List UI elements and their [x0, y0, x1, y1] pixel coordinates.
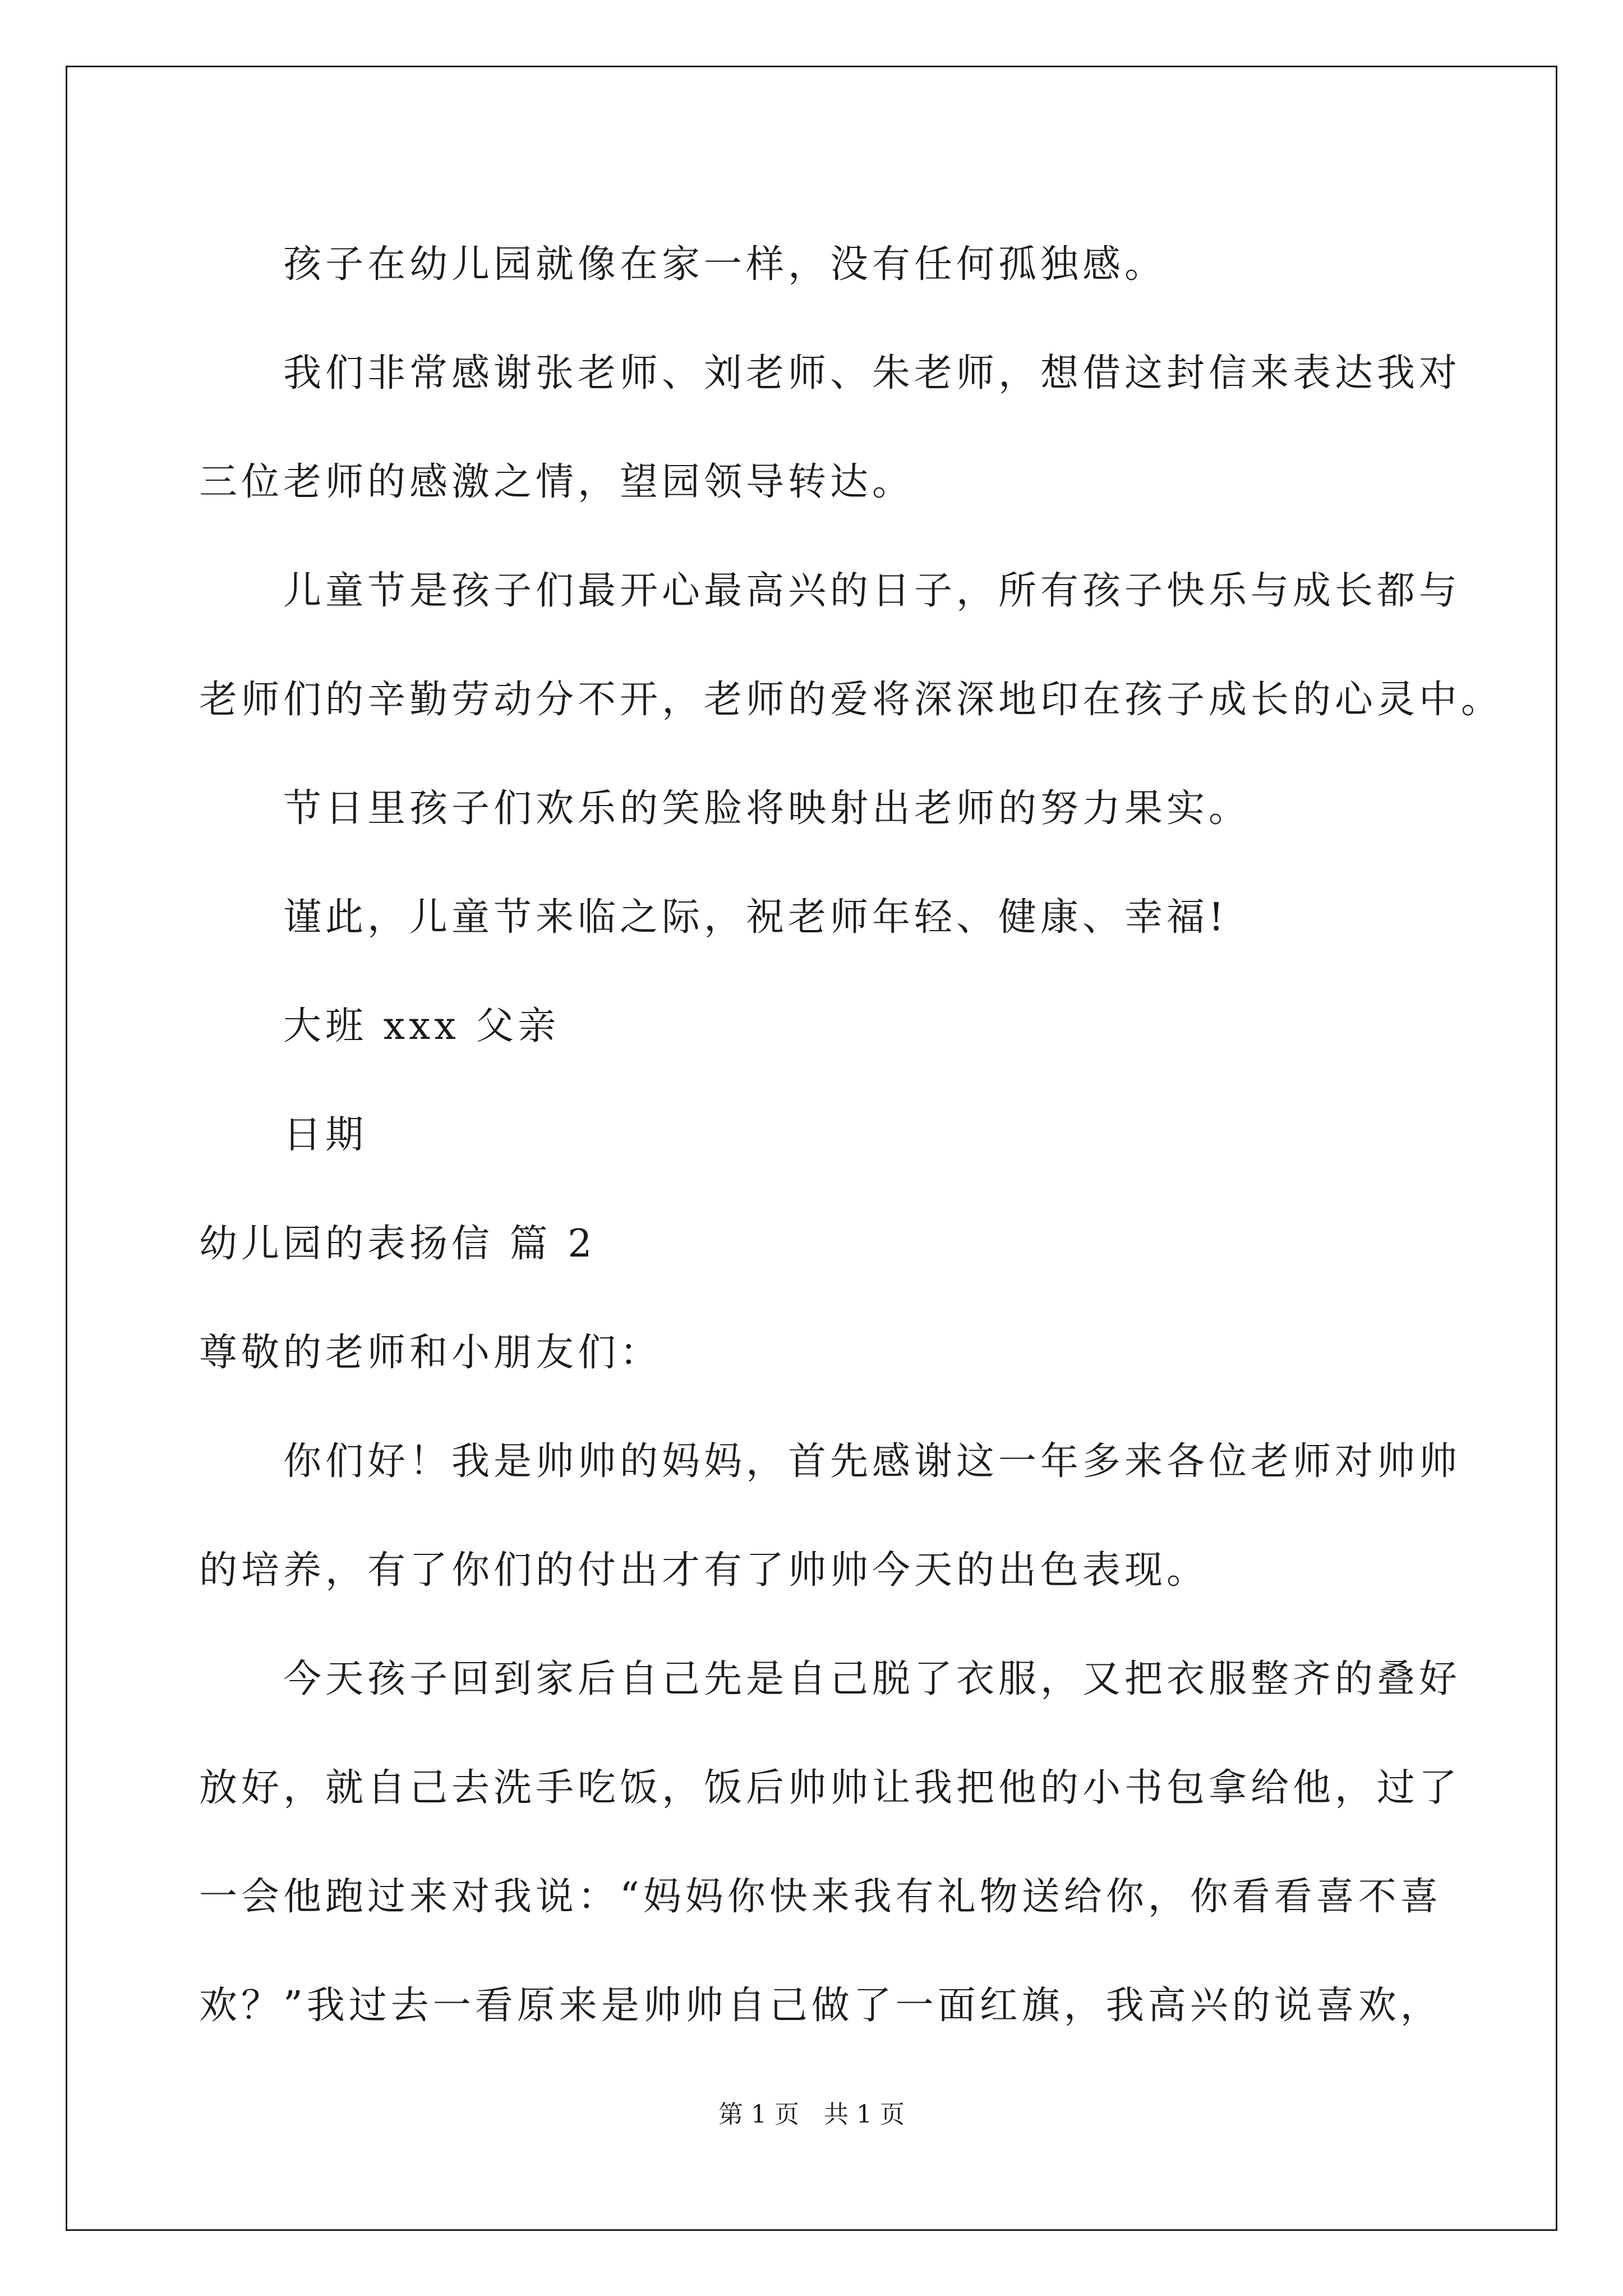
paragraph-line: 的培养，有了你们的付出才有了帅帅今天的出色表现。: [199, 1548, 1209, 1593]
paragraph-line: 老师们的辛勤劳动分不开，老师的爱将深深地印在孩子成长的心灵中。: [199, 678, 1504, 722]
paragraph-line: 孩子在幼儿园就像在家一样，没有任何孤独感。: [283, 242, 1167, 287]
signature-line: 大班 xxx 父亲: [283, 1004, 560, 1048]
paragraph-line: 一会他跑过来对我说：“妈妈你快来我有礼物送给你，你看看喜不喜: [199, 1875, 1442, 1919]
paragraph-line: 欢？”我过去一看原来是帅帅自己做了一面红旗，我高兴的说喜欢，: [199, 1984, 1442, 2028]
paragraph-line: 我们非常感谢张老师、刘老师、朱老师，想借这封信来表达我对: [283, 351, 1461, 395]
page-footer: [0, 2098, 1623, 2132]
paragraph-line: 今天孩子回到家后自己先是自己脱了衣服，又把衣服整齐的叠好: [283, 1657, 1461, 1701]
paragraph-line: 谨此，儿童节来临之际，祝老师年轻、健康、幸福!: [283, 895, 1228, 940]
paragraph-line: 儿童节是孩子们最开心最高兴的日子，所有孩子快乐与成长都与: [283, 569, 1461, 613]
document-body: [199, 210, 1504, 2060]
date-line: 日期: [283, 1113, 368, 1157]
page-number: 第 1 页 共 1 页: [718, 2100, 905, 2129]
paragraph-line: 三位老师的感激之情，望园领导转达。: [199, 460, 915, 504]
section-heading: 幼儿园的表扬信 篇 2: [199, 1222, 596, 1266]
paragraph-line: 节日里孩子们欢乐的笑脸将映射出老师的努力果实。: [283, 786, 1251, 831]
paragraph-line: 你们好！我是帅帅的妈妈，首先感谢这一年多来各位老师对帅帅: [283, 1439, 1461, 1484]
salutation: 尊敬的老师和小朋友们：: [199, 1331, 662, 1375]
paragraph-line: 放好，就自己去洗手吃饭，饭后帅帅让我把他的小书包拿给他，过了: [199, 1766, 1461, 1810]
